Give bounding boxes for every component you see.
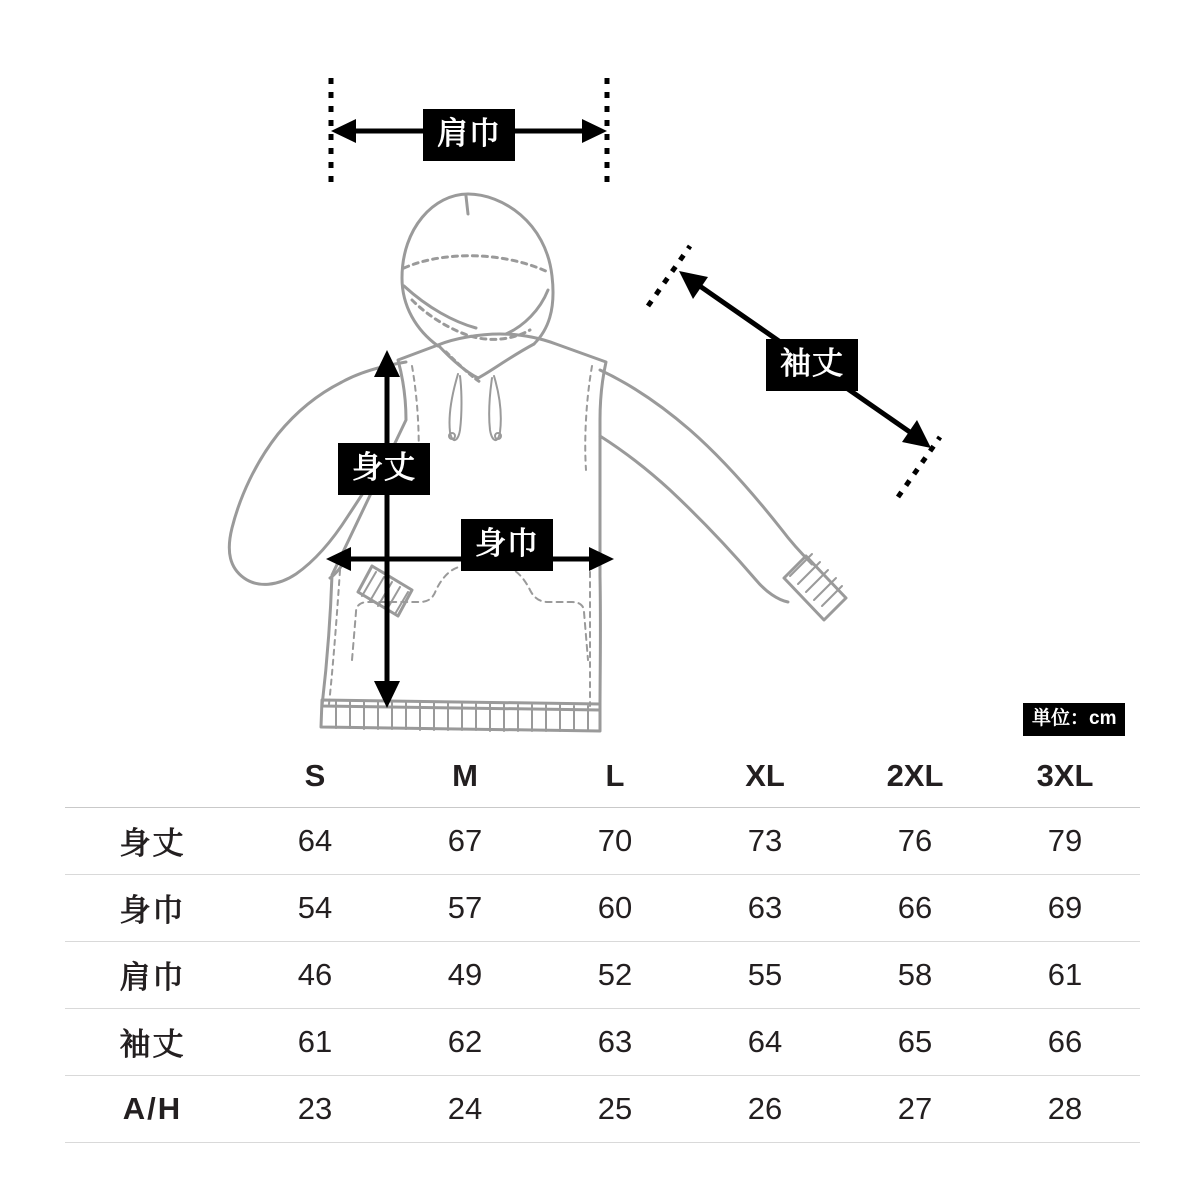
cell-armhole-3xl: 28 [990, 1075, 1140, 1142]
size-table [65, 745, 1140, 1143]
arrow-head [331, 119, 356, 143]
cell-body-width-xl: 63 [690, 874, 840, 941]
arrow-head [679, 271, 708, 299]
label-shoulder-width: 肩巾 [423, 109, 515, 161]
cell-body-width-m: 57 [390, 874, 540, 941]
cell-body-length-s: 64 [240, 807, 390, 874]
arrow-head [589, 547, 614, 571]
table-header-row [65, 745, 1140, 807]
cell-shoulder-width-l: 52 [540, 941, 690, 1008]
cell-body-length-xl: 73 [690, 807, 840, 874]
cell-armhole-s: 23 [240, 1075, 390, 1142]
row-label-armhole: A/H [65, 1075, 240, 1142]
row-label-body-width: 身巾 [65, 874, 240, 941]
cell-shoulder-width-m: 49 [390, 941, 540, 1008]
table-row [65, 1008, 1140, 1075]
cell-sleeve-length-l: 63 [540, 1008, 690, 1075]
header-size-2xl: 2XL [840, 745, 990, 807]
header-size-xl: XL [690, 745, 840, 807]
cell-armhole-xl: 26 [690, 1075, 840, 1142]
row-label-body-length: 身丈 [65, 807, 240, 874]
cell-body-width-l: 60 [540, 874, 690, 941]
table-row [65, 1075, 1140, 1142]
label-sleeve-length: 袖丈 [766, 339, 858, 391]
row-label-shoulder-width: 肩巾 [65, 941, 240, 1008]
header-size-m: M [390, 745, 540, 807]
cell-armhole-l: 25 [540, 1075, 690, 1142]
cell-sleeve-length-3xl: 66 [990, 1008, 1140, 1075]
table-row [65, 874, 1140, 941]
arrow-head [902, 420, 931, 448]
cell-sleeve-length-s: 61 [240, 1008, 390, 1075]
cell-body-length-3xl: 79 [990, 807, 1140, 874]
cell-body-width-s: 54 [240, 874, 390, 941]
cell-armhole-2xl: 27 [840, 1075, 990, 1142]
header-size-3xl: 3XL [990, 745, 1140, 807]
arrow-head [326, 547, 351, 571]
header-corner [65, 745, 240, 807]
cell-armhole-m: 24 [390, 1075, 540, 1142]
header-size-s: S [240, 745, 390, 807]
label-body-width: 身巾 [461, 519, 553, 571]
table-row [65, 941, 1140, 1008]
arrow-head [582, 119, 607, 143]
size-table-container [65, 745, 1140, 1143]
cell-shoulder-width-s: 46 [240, 941, 390, 1008]
cell-sleeve-length-xl: 64 [690, 1008, 840, 1075]
header-size-l: L [540, 745, 690, 807]
cell-shoulder-width-2xl: 58 [840, 941, 990, 1008]
cell-sleeve-length-2xl: 65 [840, 1008, 990, 1075]
label-body-length: 身丈 [338, 443, 430, 495]
cell-body-length-2xl: 76 [840, 807, 990, 874]
table-row [65, 807, 1140, 874]
cell-body-width-2xl: 66 [840, 874, 990, 941]
unit-note: 単位：cm [1023, 703, 1125, 736]
cell-body-length-m: 67 [390, 807, 540, 874]
row-label-sleeve-length: 袖丈 [65, 1008, 240, 1075]
cell-sleeve-length-m: 62 [390, 1008, 540, 1075]
cell-body-length-l: 70 [540, 807, 690, 874]
cell-shoulder-width-xl: 55 [690, 941, 840, 1008]
cell-shoulder-width-3xl: 61 [990, 941, 1140, 1008]
cell-body-width-3xl: 69 [990, 874, 1140, 941]
